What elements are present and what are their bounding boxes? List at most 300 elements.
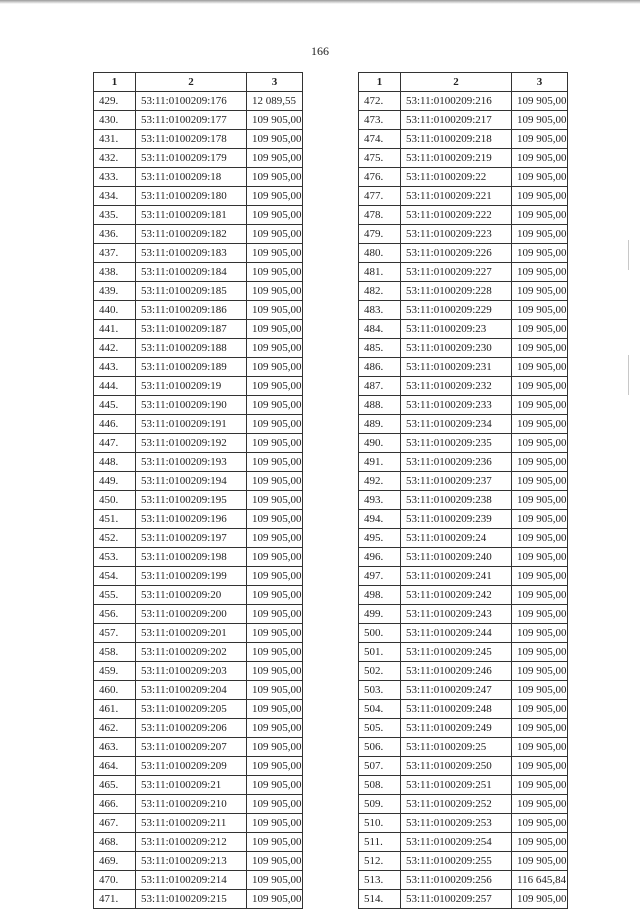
- value-cell: 109 905,00: [512, 529, 568, 548]
- row-number-cell: 478.: [359, 206, 401, 225]
- cadastral-number-cell: 53:11:0100209:178: [136, 130, 247, 149]
- row-number-cell: 485.: [359, 339, 401, 358]
- cadastral-number-cell: 53:11:0100209:198: [136, 548, 247, 567]
- row-number-cell: 436.: [94, 225, 136, 244]
- cadastral-number-cell: 53:11:0100209:248: [401, 700, 512, 719]
- cadastral-number-cell: 53:11:0100209:196: [136, 510, 247, 529]
- cadastral-number-cell: 53:11:0100209:230: [401, 339, 512, 358]
- table-row: [359, 472, 568, 491]
- table-row: [359, 282, 568, 301]
- table-row: [359, 605, 568, 624]
- table-row: [359, 719, 568, 738]
- row-number-cell: 468.: [94, 833, 136, 852]
- table-row: [94, 415, 303, 434]
- column-header: 1: [359, 73, 401, 92]
- cadastral-number-cell: 53:11:0100209:237: [401, 472, 512, 491]
- row-number-cell: 450.: [94, 491, 136, 510]
- value-cell: 109 905,00: [247, 225, 303, 244]
- cadastral-number-cell: 53:11:0100209:190: [136, 396, 247, 415]
- cadastral-number-cell: 53:11:0100209:256: [401, 871, 512, 890]
- value-cell: 109 905,00: [247, 567, 303, 586]
- value-cell: 109 905,00: [247, 491, 303, 510]
- table-row: [359, 453, 568, 472]
- cadastral-number-cell: 53:11:0100209:255: [401, 852, 512, 871]
- value-cell: 109 905,00: [247, 244, 303, 263]
- row-number-cell: 488.: [359, 396, 401, 415]
- value-cell: 109 905,00: [247, 662, 303, 681]
- row-number-cell: 446.: [94, 415, 136, 434]
- table-row: [359, 320, 568, 339]
- value-cell: 109 905,00: [512, 225, 568, 244]
- cadastral-number-cell: 53:11:0100209:183: [136, 244, 247, 263]
- value-cell: 109 905,00: [247, 795, 303, 814]
- table-row: [359, 263, 568, 282]
- cadastral-number-cell: 53:11:0100209:202: [136, 643, 247, 662]
- row-number-cell: 501.: [359, 643, 401, 662]
- row-number-cell: 471.: [94, 890, 136, 909]
- header-row: [94, 73, 303, 92]
- cadastral-number-cell: 53:11:0100209:217: [401, 111, 512, 130]
- table-row: [94, 434, 303, 453]
- cadastral-number-cell: 53:11:0100209:244: [401, 624, 512, 643]
- column-header: 1: [94, 73, 136, 92]
- value-cell: 109 905,00: [247, 396, 303, 415]
- table-row: [94, 92, 303, 111]
- row-number-cell: 475.: [359, 149, 401, 168]
- value-cell: 109 905,00: [247, 738, 303, 757]
- cadastral-number-cell: 53:11:0100209:233: [401, 396, 512, 415]
- row-number-cell: 513.: [359, 871, 401, 890]
- cadastral-number-cell: 53:11:0100209:19: [136, 377, 247, 396]
- table-row: [94, 263, 303, 282]
- header-row: [359, 73, 568, 92]
- cadastral-number-cell: 53:11:0100209:226: [401, 244, 512, 263]
- row-number-cell: 459.: [94, 662, 136, 681]
- table-row: [359, 415, 568, 434]
- value-cell: 109 905,00: [512, 852, 568, 871]
- table-row: [94, 529, 303, 548]
- cadastral-number-cell: 53:11:0100209:216: [401, 92, 512, 111]
- cadastral-number-cell: 53:11:0100209:179: [136, 149, 247, 168]
- value-cell: 109 905,00: [247, 149, 303, 168]
- value-cell: 109 905,00: [247, 206, 303, 225]
- cadastral-number-cell: 53:11:0100209:252: [401, 795, 512, 814]
- row-number-cell: 473.: [359, 111, 401, 130]
- table-row: [359, 871, 568, 890]
- value-cell: 109 905,00: [512, 681, 568, 700]
- value-cell: 109 905,00: [512, 320, 568, 339]
- cadastral-number-cell: 53:11:0100209:25: [401, 738, 512, 757]
- row-number-cell: 492.: [359, 472, 401, 491]
- right-table-body: [359, 92, 568, 909]
- column-header: 3: [512, 73, 568, 92]
- table-row: [94, 168, 303, 187]
- table-row: [359, 491, 568, 510]
- value-cell: 109 905,00: [247, 111, 303, 130]
- table-row: [94, 814, 303, 833]
- row-number-cell: 431.: [94, 130, 136, 149]
- cadastral-number-cell: 53:11:0100209:204: [136, 681, 247, 700]
- row-number-cell: 443.: [94, 358, 136, 377]
- row-number-cell: 434.: [94, 187, 136, 206]
- cadastral-number-cell: 53:11:0100209:195: [136, 491, 247, 510]
- cadastral-number-cell: 53:11:0100209:207: [136, 738, 247, 757]
- row-number-cell: 460.: [94, 681, 136, 700]
- row-number-cell: 480.: [359, 244, 401, 263]
- table-row: [359, 662, 568, 681]
- row-number-cell: 449.: [94, 472, 136, 491]
- table-row: [94, 548, 303, 567]
- cadastral-number-cell: 53:11:0100209:251: [401, 776, 512, 795]
- value-cell: 109 905,00: [512, 719, 568, 738]
- table-row: [359, 814, 568, 833]
- cadastral-number-cell: 53:11:0100209:209: [136, 757, 247, 776]
- value-cell: 109 905,00: [247, 472, 303, 491]
- value-cell: 109 905,00: [247, 263, 303, 282]
- row-number-cell: 463.: [94, 738, 136, 757]
- value-cell: 109 905,00: [512, 605, 568, 624]
- row-number-cell: 479.: [359, 225, 401, 244]
- cadastral-number-cell: 53:11:0100209:232: [401, 377, 512, 396]
- table-row: [94, 795, 303, 814]
- cadastral-number-cell: 53:11:0100209:250: [401, 757, 512, 776]
- row-number-cell: 503.: [359, 681, 401, 700]
- table-row: [94, 852, 303, 871]
- row-number-cell: 508.: [359, 776, 401, 795]
- value-cell: 109 905,00: [512, 339, 568, 358]
- row-number-cell: 476.: [359, 168, 401, 187]
- table-row: [94, 871, 303, 890]
- table-row: [359, 852, 568, 871]
- value-cell: 109 905,00: [512, 168, 568, 187]
- row-number-cell: 455.: [94, 586, 136, 605]
- value-cell: 109 905,00: [247, 643, 303, 662]
- value-cell: 109 905,00: [247, 871, 303, 890]
- table-row: [94, 472, 303, 491]
- row-number-cell: 500.: [359, 624, 401, 643]
- value-cell: 109 905,00: [512, 149, 568, 168]
- value-cell: 109 905,00: [247, 814, 303, 833]
- cadastral-number-cell: 53:11:0100209:253: [401, 814, 512, 833]
- row-number-cell: 469.: [94, 852, 136, 871]
- table-row: [359, 396, 568, 415]
- left-table-body: [94, 92, 303, 909]
- value-cell: 109 905,00: [247, 529, 303, 548]
- row-number-cell: 495.: [359, 529, 401, 548]
- cadastral-number-cell: 53:11:0100209:197: [136, 529, 247, 548]
- cadastral-number-cell: 53:11:0100209:242: [401, 586, 512, 605]
- value-cell: 109 905,00: [247, 130, 303, 149]
- row-number-cell: 505.: [359, 719, 401, 738]
- value-cell: 109 905,00: [247, 719, 303, 738]
- value-cell: 109 905,00: [247, 776, 303, 795]
- cadastral-number-cell: 53:11:0100209:188: [136, 339, 247, 358]
- row-number-cell: 487.: [359, 377, 401, 396]
- table-row: [94, 282, 303, 301]
- row-number-cell: 462.: [94, 719, 136, 738]
- table-row: [94, 339, 303, 358]
- value-cell: 109 905,00: [512, 795, 568, 814]
- table-row: [94, 776, 303, 795]
- cadastral-number-cell: 53:11:0100209:246: [401, 662, 512, 681]
- table-row: [359, 757, 568, 776]
- cadastral-number-cell: 53:11:0100209:21: [136, 776, 247, 795]
- table-row: [94, 700, 303, 719]
- table-row: [94, 244, 303, 263]
- scan-artifact: [628, 355, 629, 395]
- value-cell: 109 905,00: [512, 472, 568, 491]
- table-row: [94, 491, 303, 510]
- cadastral-number-cell: 53:11:0100209:22: [401, 168, 512, 187]
- value-cell: 109 905,00: [247, 282, 303, 301]
- value-cell: 109 905,00: [512, 244, 568, 263]
- value-cell: 109 905,00: [512, 396, 568, 415]
- cadastral-number-cell: 53:11:0100209:254: [401, 833, 512, 852]
- table-row: [359, 339, 568, 358]
- row-number-cell: 507.: [359, 757, 401, 776]
- row-number-cell: 458.: [94, 643, 136, 662]
- cadastral-number-cell: 53:11:0100209:187: [136, 320, 247, 339]
- cadastral-number-cell: 53:11:0100209:215: [136, 890, 247, 909]
- row-number-cell: 514.: [359, 890, 401, 909]
- value-cell: 109 905,00: [512, 643, 568, 662]
- row-number-cell: 493.: [359, 491, 401, 510]
- table-row: [359, 377, 568, 396]
- cadastral-number-cell: 53:11:0100209:199: [136, 567, 247, 586]
- cadastral-number-cell: 53:11:0100209:236: [401, 453, 512, 472]
- table-row: [359, 206, 568, 225]
- row-number-cell: 494.: [359, 510, 401, 529]
- table-row: [94, 111, 303, 130]
- row-number-cell: 506.: [359, 738, 401, 757]
- row-number-cell: 441.: [94, 320, 136, 339]
- left-table: [93, 72, 303, 909]
- cadastral-number-cell: 53:11:0100209:185: [136, 282, 247, 301]
- table-row: [359, 567, 568, 586]
- cadastral-number-cell: 53:11:0100209:24: [401, 529, 512, 548]
- row-number-cell: 432.: [94, 149, 136, 168]
- value-cell: 109 905,00: [512, 738, 568, 757]
- table-row: [359, 187, 568, 206]
- table-row: [359, 434, 568, 453]
- row-number-cell: 490.: [359, 434, 401, 453]
- cadastral-number-cell: 53:11:0100209:231: [401, 358, 512, 377]
- row-number-cell: 465.: [94, 776, 136, 795]
- table-row: [94, 187, 303, 206]
- cadastral-number-cell: 53:11:0100209:213: [136, 852, 247, 871]
- value-cell: 109 905,00: [247, 624, 303, 643]
- row-number-cell: 457.: [94, 624, 136, 643]
- row-number-cell: 481.: [359, 263, 401, 282]
- table-row: [94, 358, 303, 377]
- cadastral-number-cell: 53:11:0100209:240: [401, 548, 512, 567]
- table-row: [359, 301, 568, 320]
- row-number-cell: 454.: [94, 567, 136, 586]
- value-cell: 109 905,00: [247, 168, 303, 187]
- value-cell: 109 905,00: [247, 377, 303, 396]
- table-row: [94, 643, 303, 662]
- row-number-cell: 461.: [94, 700, 136, 719]
- table-row: [359, 225, 568, 244]
- table-row: [359, 130, 568, 149]
- row-number-cell: 444.: [94, 377, 136, 396]
- cadastral-number-cell: 53:11:0100209:218: [401, 130, 512, 149]
- table-row: [94, 719, 303, 738]
- row-number-cell: 440.: [94, 301, 136, 320]
- row-number-cell: 445.: [94, 396, 136, 415]
- table-row: [94, 149, 303, 168]
- table-row: [94, 833, 303, 852]
- row-number-cell: 499.: [359, 605, 401, 624]
- table-row: [359, 358, 568, 377]
- value-cell: 109 905,00: [512, 567, 568, 586]
- value-cell: 109 905,00: [512, 700, 568, 719]
- column-header: 3: [247, 73, 303, 92]
- cadastral-number-cell: 53:11:0100209:203: [136, 662, 247, 681]
- row-number-cell: 511.: [359, 833, 401, 852]
- table-row: [359, 795, 568, 814]
- cadastral-number-cell: 53:11:0100209:206: [136, 719, 247, 738]
- cadastral-number-cell: 53:11:0100209:249: [401, 719, 512, 738]
- value-cell: 109 905,00: [512, 548, 568, 567]
- value-cell: 109 905,00: [512, 301, 568, 320]
- row-number-cell: 447.: [94, 434, 136, 453]
- value-cell: 109 905,00: [512, 130, 568, 149]
- cadastral-number-cell: 53:11:0100209:211: [136, 814, 247, 833]
- table-row: [359, 700, 568, 719]
- cadastral-number-cell: 53:11:0100209:201: [136, 624, 247, 643]
- row-number-cell: 472.: [359, 92, 401, 111]
- cadastral-number-cell: 53:11:0100209:176: [136, 92, 247, 111]
- cadastral-number-cell: 53:11:0100209:182: [136, 225, 247, 244]
- table-row: [359, 738, 568, 757]
- table-row: [94, 225, 303, 244]
- right-table: [358, 72, 568, 909]
- scan-edge: [0, 0, 640, 4]
- table-row: [94, 605, 303, 624]
- table-row: [94, 624, 303, 643]
- row-number-cell: 439.: [94, 282, 136, 301]
- value-cell: 109 905,00: [247, 605, 303, 624]
- cadastral-number-cell: 53:11:0100209:212: [136, 833, 247, 852]
- table-row: [359, 681, 568, 700]
- table-row: [359, 168, 568, 187]
- value-cell: 109 905,00: [247, 757, 303, 776]
- table-row: [359, 643, 568, 662]
- table-row: [359, 833, 568, 852]
- row-number-cell: 433.: [94, 168, 136, 187]
- value-cell: 109 905,00: [512, 890, 568, 909]
- value-cell: 109 905,00: [247, 339, 303, 358]
- value-cell: 109 905,00: [512, 586, 568, 605]
- cadastral-number-cell: 53:11:0100209:227: [401, 263, 512, 282]
- value-cell: 109 905,00: [247, 358, 303, 377]
- cadastral-number-cell: 53:11:0100209:241: [401, 567, 512, 586]
- cadastral-number-cell: 53:11:0100209:257: [401, 890, 512, 909]
- cadastral-number-cell: 53:11:0100209:181: [136, 206, 247, 225]
- cadastral-number-cell: 53:11:0100209:214: [136, 871, 247, 890]
- table-row: [359, 244, 568, 263]
- value-cell: 109 905,00: [247, 681, 303, 700]
- cadastral-number-cell: 53:11:0100209:192: [136, 434, 247, 453]
- row-number-cell: 474.: [359, 130, 401, 149]
- row-number-cell: 451.: [94, 510, 136, 529]
- cadastral-number-cell: 53:11:0100209:23: [401, 320, 512, 339]
- cadastral-number-cell: 53:11:0100209:191: [136, 415, 247, 434]
- table-row: [94, 320, 303, 339]
- value-cell: 109 905,00: [512, 263, 568, 282]
- value-cell: 109 905,00: [512, 92, 568, 111]
- value-cell: 109 905,00: [247, 833, 303, 852]
- table-row: [359, 510, 568, 529]
- value-cell: 109 905,00: [512, 776, 568, 795]
- table-row: [94, 738, 303, 757]
- table-row: [94, 567, 303, 586]
- cadastral-number-cell: 53:11:0100209:193: [136, 453, 247, 472]
- row-number-cell: 486.: [359, 358, 401, 377]
- cadastral-number-cell: 53:11:0100209:223: [401, 225, 512, 244]
- row-number-cell: 435.: [94, 206, 136, 225]
- table-row: [94, 377, 303, 396]
- value-cell: 109 905,00: [512, 757, 568, 776]
- cadastral-number-cell: 53:11:0100209:219: [401, 149, 512, 168]
- cadastral-number-cell: 53:11:0100209:222: [401, 206, 512, 225]
- value-cell: 109 905,00: [247, 586, 303, 605]
- row-number-cell: 429.: [94, 92, 136, 111]
- table-row: [94, 453, 303, 472]
- cadastral-number-cell: 53:11:0100209:20: [136, 586, 247, 605]
- row-number-cell: 482.: [359, 282, 401, 301]
- row-number-cell: 509.: [359, 795, 401, 814]
- cadastral-number-cell: 53:11:0100209:221: [401, 187, 512, 206]
- cadastral-number-cell: 53:11:0100209:177: [136, 111, 247, 130]
- table-row: [359, 548, 568, 567]
- table-row: [94, 662, 303, 681]
- row-number-cell: 477.: [359, 187, 401, 206]
- value-cell: 109 905,00: [247, 320, 303, 339]
- value-cell: 109 905,00: [247, 434, 303, 453]
- row-number-cell: 430.: [94, 111, 136, 130]
- cadastral-number-cell: 53:11:0100209:18: [136, 168, 247, 187]
- value-cell: 109 905,00: [512, 510, 568, 529]
- row-number-cell: 466.: [94, 795, 136, 814]
- value-cell: 109 905,00: [512, 434, 568, 453]
- row-number-cell: 502.: [359, 662, 401, 681]
- cadastral-number-cell: 53:11:0100209:184: [136, 263, 247, 282]
- value-cell: 109 905,00: [247, 415, 303, 434]
- value-cell: 109 905,00: [512, 662, 568, 681]
- cadastral-number-cell: 53:11:0100209:243: [401, 605, 512, 624]
- value-cell: 109 905,00: [512, 453, 568, 472]
- value-cell: 12 089,55: [247, 92, 303, 111]
- row-number-cell: 491.: [359, 453, 401, 472]
- row-number-cell: 483.: [359, 301, 401, 320]
- table-row: [94, 757, 303, 776]
- cadastral-number-cell: 53:11:0100209:200: [136, 605, 247, 624]
- value-cell: 109 905,00: [247, 890, 303, 909]
- column-header: 2: [136, 73, 247, 92]
- value-cell: 109 905,00: [512, 358, 568, 377]
- cadastral-number-cell: 53:11:0100209:189: [136, 358, 247, 377]
- row-number-cell: 512.: [359, 852, 401, 871]
- table-row: [94, 681, 303, 700]
- cadastral-number-cell: 53:11:0100209:210: [136, 795, 247, 814]
- row-number-cell: 448.: [94, 453, 136, 472]
- cadastral-number-cell: 53:11:0100209:186: [136, 301, 247, 320]
- value-cell: 109 905,00: [512, 282, 568, 301]
- row-number-cell: 497.: [359, 567, 401, 586]
- value-cell: 109 905,00: [247, 700, 303, 719]
